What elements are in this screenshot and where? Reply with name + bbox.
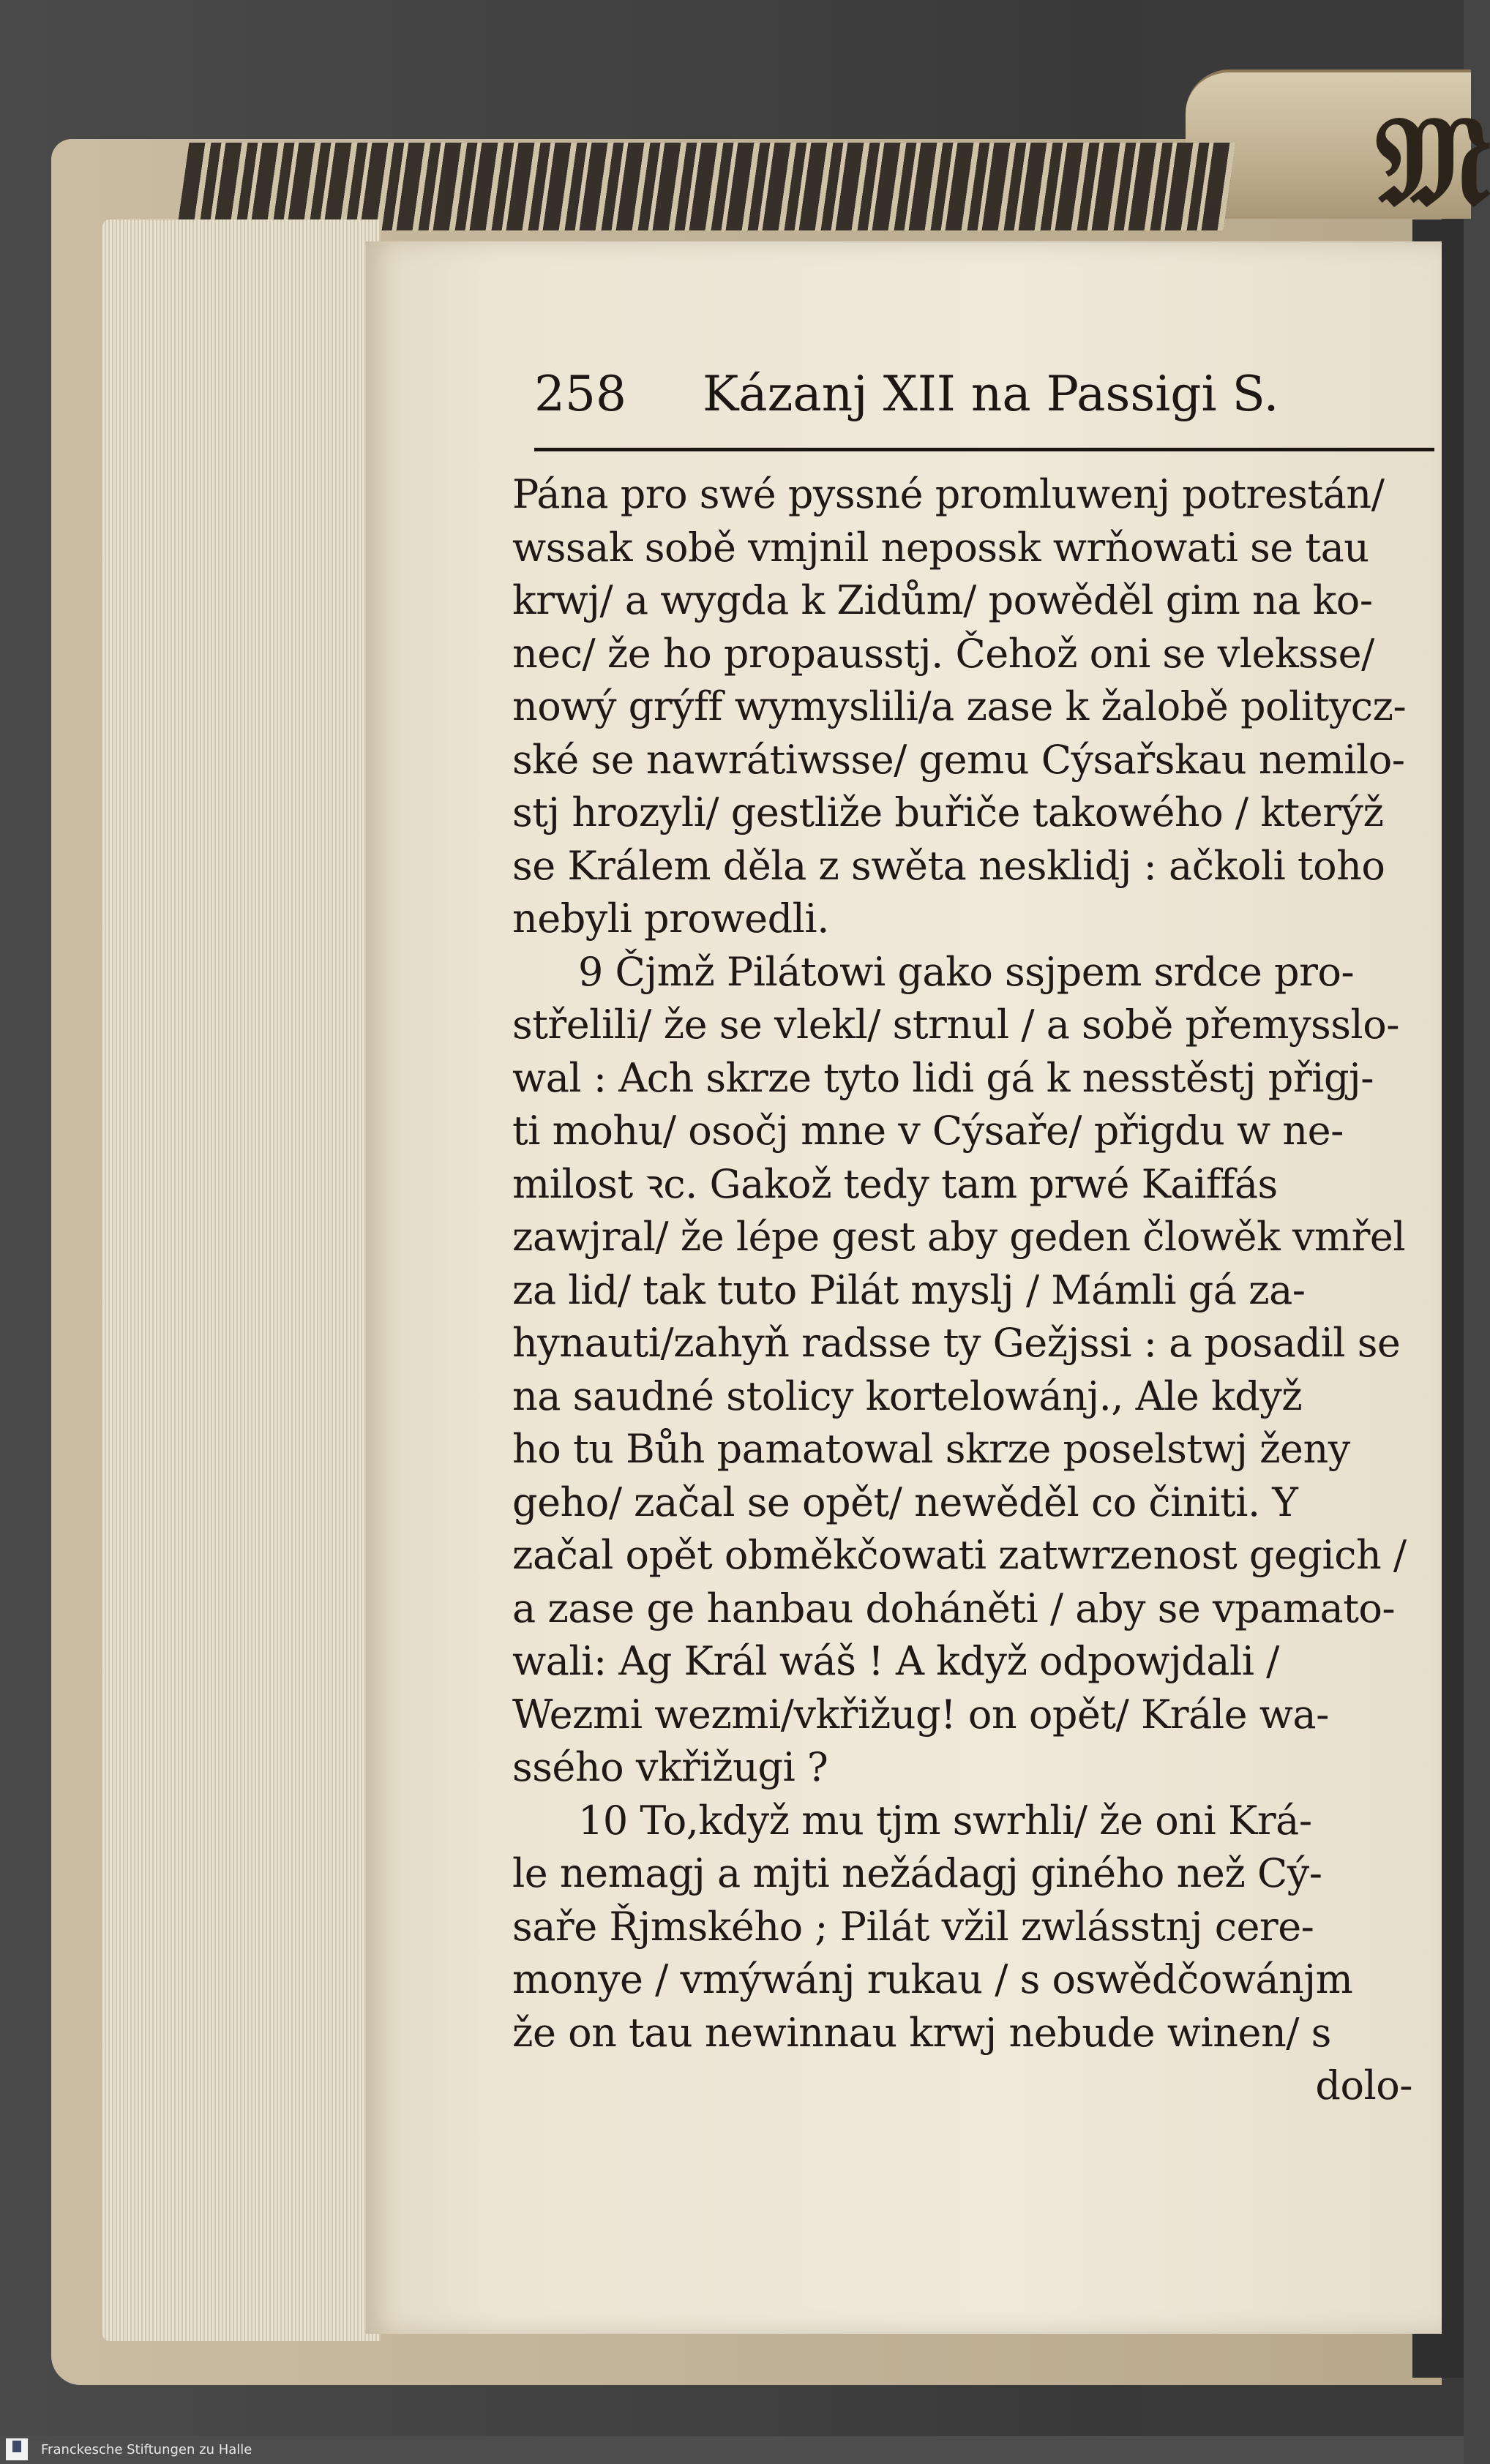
page-number: 258 (534, 366, 626, 422)
text-line: monye / vmýwánj rukau / s oswědčowánjm (512, 1956, 1353, 2002)
text-line: že on tau newinnau krwj nebude winen/ s (512, 2009, 1331, 2056)
page-header (534, 366, 1412, 432)
text-line: wssak sobě vmjnil nepossk wrňowati se tau (512, 524, 1369, 571)
head-band-ornament (177, 143, 1236, 230)
text-line: 10 To,když mu tjm swrhli/ že oni Krá- (578, 1797, 1312, 1844)
text-line: saře Řjmského ; Pilát vžil zwlásstnj cere- (512, 1903, 1314, 1950)
text-line: geho/ začal se opět/ newěděl co činiti. Y (512, 1479, 1298, 1525)
text-line: Pána pro swé pyssné promluwenj potrestán/ (512, 471, 1385, 517)
text-line: hynauti/zahyň radsse ty Gežjssi : a posadil se (512, 1320, 1401, 1366)
header-rule (534, 448, 1434, 451)
running-title: Kázanj XII na Passigi S. (703, 366, 1279, 422)
strap-ornament-icon: 𝔐 (1376, 88, 1490, 234)
footer-label: Franckesche Stiftungen zu Halle (41, 2442, 252, 2457)
text-line: nebyli prowedli. (512, 895, 829, 942)
text-line: wal : Ach skrze tyto lidi gá k nesstěstj přigj- (512, 1054, 1374, 1101)
text-line: zawjral/ že lépe gest aby geden člowěk vmřel (512, 1214, 1406, 1260)
text-line: ho tu Bůh pamatowal skrze poselstwj ženy (512, 1426, 1350, 1472)
text-line: na saudné stolicy kortelowánj., Ale když (512, 1372, 1303, 1419)
text-line: wali: Ag Král wáš ! A když odpowjdali / (512, 1638, 1279, 1684)
text-line: milost ꝛc. Gakož tedy tam prwé Kaiffás (512, 1160, 1278, 1207)
text-line: ské se nawrátiwsse/ gemu Cýsařskau nemilo- (512, 736, 1405, 783)
text-line: se Králem děla z swěta nesklidj : ačkoli toho (512, 842, 1385, 889)
institution-logo-icon (6, 2438, 28, 2460)
text-line: stj hrozyli/ gestliže buřiče takowého / kterýž (512, 789, 1384, 835)
catchword: dolo- (1315, 2062, 1412, 2108)
text-line: nowý grýff wymyslili/a zase k žalobě politycz- (512, 683, 1407, 729)
text-line: začal opět obměkčowati zatwrzenost gegich / (512, 1532, 1407, 1578)
page-edges (102, 219, 381, 2341)
text-line: za lid/ tak tuto Pilát myslj / Mámli gá za- (512, 1266, 1306, 1313)
body-text (512, 468, 1442, 2113)
text-line: a zase ge hanbau doháněti / aby se vpamato- (512, 1585, 1396, 1631)
text-line: le nemagj a mjti nežádagj giného než Cý- (512, 1850, 1322, 1896)
text-line: 9 Čjmž Pilátowi gako ssjpem srdce pro- (578, 948, 1355, 995)
text-line: nec/ že ho propausstj. Čehož oni se vleksse/ (512, 630, 1374, 677)
text-line: ti mohu/ osočj mne v Cýsaře/ přigdu w ne- (512, 1108, 1344, 1154)
text-line: ssého vkřižugi ? (512, 1744, 828, 1790)
text-line: střelili/ že se vlekl/ strnul / a sobě přemysslo- (512, 1002, 1399, 1048)
text-line: Wezmi wezmi/vkřižug! on opět/ Krále wa- (512, 1691, 1329, 1738)
text-line: krwj/ a wygda k Zidům/ powěděl gim na ko- (512, 577, 1373, 623)
